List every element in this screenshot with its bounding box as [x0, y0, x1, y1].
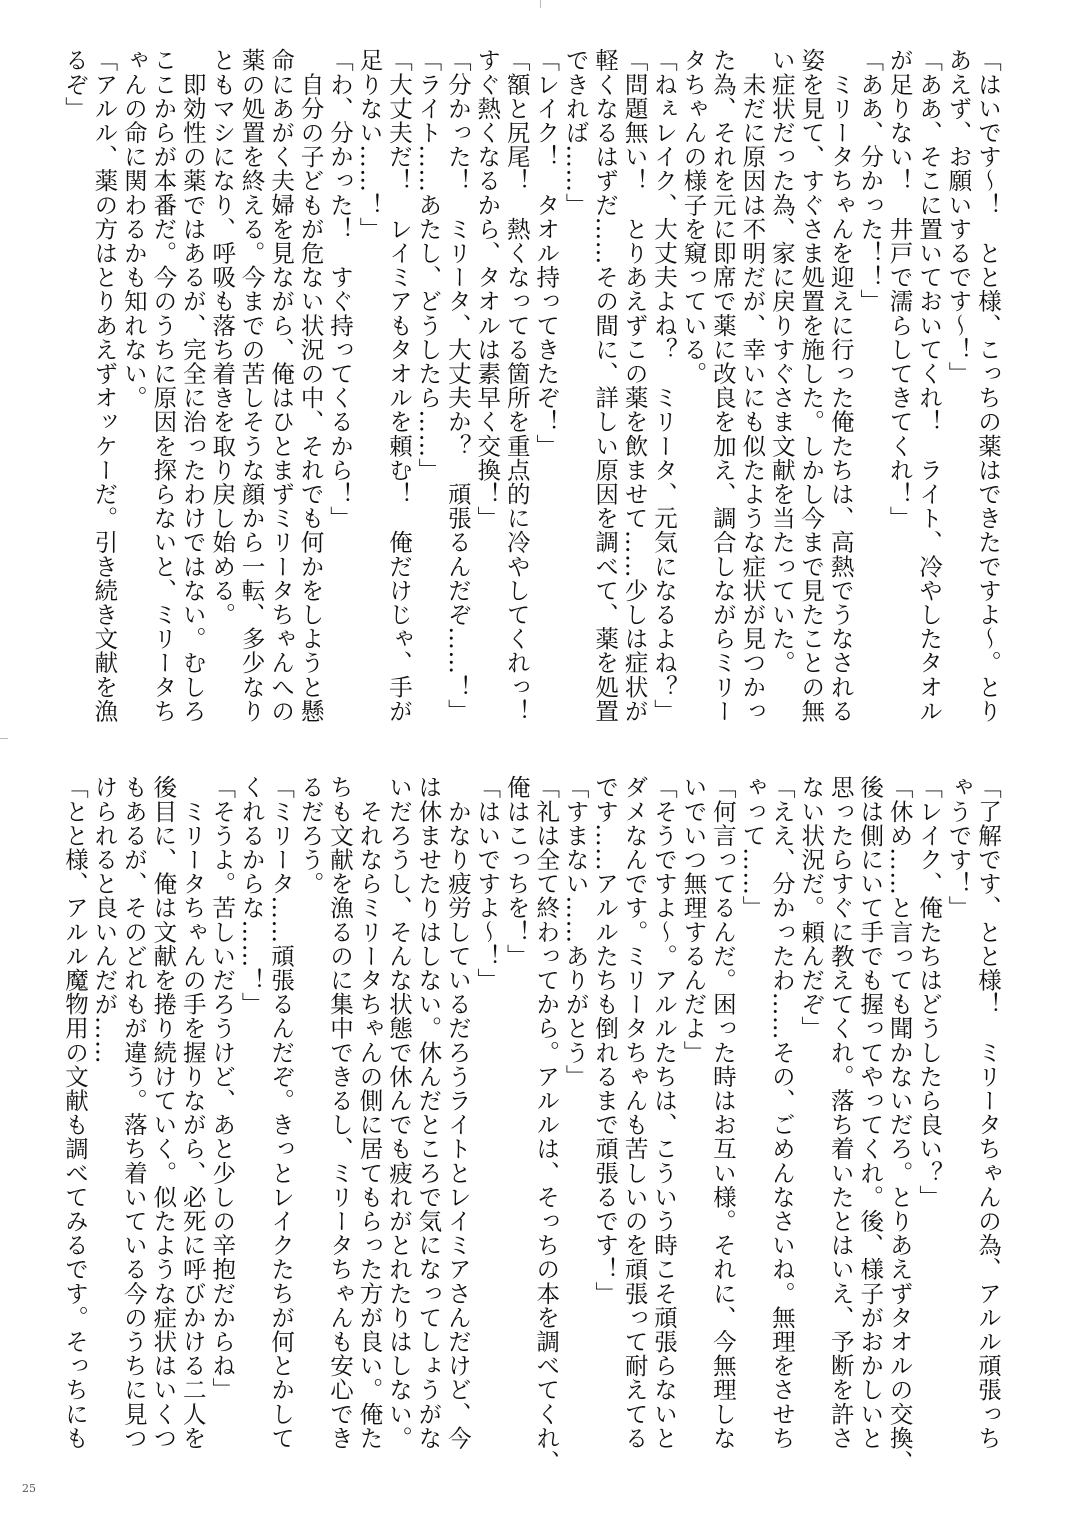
text-column: あえず、お願いするです～！」	[944, 48, 973, 386]
text-column: 姿を見て、すぐさま処置を施した。しかし今まで見たことの無	[797, 48, 826, 723]
text-column: 「レイク、俺たちはどうしたら良い？」	[915, 775, 944, 1209]
text-column: それならミリータちゃんの側に居てもらった方が良い。俺た	[355, 775, 384, 1450]
text-column: 「レイク！ タオル持ってきたぞ！」	[532, 48, 561, 458]
text-column: できれば……」	[561, 48, 590, 217]
text-column: 「ああ、分かった！！」	[856, 48, 885, 314]
page-number: 25	[22, 1482, 36, 1495]
text-block-bottom	[52, 775, 1002, 1475]
text-block-top	[52, 48, 1002, 748]
text-column: るだろう。	[296, 775, 325, 896]
text-column: ゃんの命に関わるかも知れない。	[119, 48, 148, 410]
text-column: ここからが本番だ。今のうちに原因を探らないと、ミリータち	[149, 48, 178, 723]
text-column: 自分の子どもが危ない状況の中、それでも何かをしようと懸	[296, 48, 325, 723]
text-column: 「ええ、分かったわ……その、ごめんなさいね。無理をさせち	[767, 775, 796, 1450]
text-column: 軽くなるはずだ……その間に、詳しい原因を調べて、薬を処置	[591, 48, 620, 723]
text-column: い症状だった為、家に戻りすぐさま文献を当たっていた。	[767, 48, 796, 675]
text-column: ゃうです！」	[944, 775, 973, 920]
text-column: です……アルルたちも倒れるまで頑張るです！」	[591, 775, 620, 1306]
text-column: 俺はこっちを！」	[502, 775, 531, 968]
text-column: 思ったらすぐに教えてくれ。落ち着いたとはいえ、予断を許さ	[826, 775, 855, 1450]
text-column: 後は側にいて手でも握ってやってくれ。後、様子がおかしいと	[856, 775, 885, 1450]
text-column: もあるが、そのどれもが違う。落ち着いている今のうちに見つ	[119, 775, 148, 1450]
text-column: 足りない……！」	[355, 48, 384, 241]
text-column: 「ああ、そこに置いておいてくれ！ ライト、冷やしたタオル	[915, 48, 944, 723]
text-column: 「ねぇレイク、大丈夫よね？ ミリータ、元気になるよね？」	[650, 48, 679, 723]
text-column: が足りない！ 井戸で濡らしてきてくれ！」	[885, 48, 914, 530]
text-column: かなり疲労しているだろうライトとレイミアさんだけど、今	[443, 775, 472, 1450]
text-column: けられると良いんだが……	[90, 775, 119, 1065]
text-column: 後目に、俺は文献を捲り続けていく。似たような症状はいくつ	[149, 775, 178, 1450]
text-column: いでいつ無理するんだよ」	[679, 775, 708, 1065]
text-column: 「とと様、アルル魔物用の文献も調べてみるです。そっちにも	[60, 775, 89, 1450]
text-column: 「はいですよ～！」	[473, 775, 502, 992]
text-column: ミリータちゃんを迎えに行った俺たちは、高熱でうなされる	[826, 48, 855, 723]
text-column: 即効性の薬ではあるが、完全に治ったわけではない。むしろ	[178, 48, 207, 723]
text-column: 「はいです～！ とと様、こっちの薬はできたですよ～。とり	[974, 48, 1002, 723]
text-column: 「額と尻尾！ 熱くなってる箇所を重点的に冷やしてくれっ！	[502, 48, 531, 723]
text-column: 「休め……と言っても聞かないだろ。とりあえずタオルの交換、	[885, 775, 914, 1474]
text-column: タちゃんの様子を窺っている。	[679, 48, 708, 386]
text-column: ちも文献を漁るのに集中できるし、ミリータちゃんも安心でき	[326, 775, 355, 1450]
text-column: ダメなんです。ミリータちゃんも苦しいのを頑張って耐えてる	[620, 775, 649, 1450]
text-column: 「大丈夫だ！ レイミアもタオルを頼む！ 俺だけじゃ、手が	[384, 48, 413, 723]
text-column: 「分かった！ ミリータ、大丈夫か？ 頑張るんだぞ……！」	[443, 48, 472, 723]
text-column: ミリータちゃんの手を握りながら、必死に呼びかける二人を	[178, 775, 207, 1450]
crop-mark-top	[540, 0, 541, 8]
text-column: 「そうですよ～。アルルたちは、こういう時こそ頑張らないと	[650, 775, 679, 1450]
text-column: いだろうし、そんな状態で休んでも疲れがとれたりはしない。	[384, 775, 413, 1450]
text-column: 「そうよ。苦しいだろうけど、あと少しの辛抱だからね」	[208, 775, 237, 1402]
text-column: 「問題無い！ とりあえずこの薬を飲ませて……少しは症状が	[620, 48, 649, 723]
text-column: くれるからな……！」	[237, 775, 266, 1016]
text-column: 「ライト……あたし、どうしたら……」	[414, 48, 443, 482]
crop-mark-left	[0, 738, 8, 739]
text-column: 命にあがく夫婦を見ながら、俺はひとまずミリータちゃんへの	[267, 48, 296, 723]
text-column: 「了解です、とと様！ ミリータちゃんの為、アルル頑張っち	[974, 775, 1002, 1450]
text-column: ない状況だ。頼んだぞ」	[797, 775, 826, 1041]
text-column: ともマシになり、呼吸も落ち着きを取り戻し始める。	[208, 48, 237, 627]
text-column: 未だに原因は不明だが、幸いにも似たような症状が見つかっ	[738, 48, 767, 723]
text-column: 「わ、分かった！ すぐ持ってくるから！」	[326, 48, 355, 530]
text-column: すぐ熱くなるから、タオルは素早く交換！」	[473, 48, 502, 530]
text-column: 「アルル、薬の方はとりあえずオッケーだ。引き続き文献を漁	[90, 48, 119, 723]
text-column: 薬の処置を終える。今までの苦しそうな顔から一転、多少なり	[237, 48, 266, 723]
text-column: 「ミリータ……頑張るんだぞ。きっとレイクたちが何とかして	[267, 775, 296, 1450]
text-column: た為、それを元に即席で薬に改良を加え、調合しながらミリー	[708, 48, 737, 723]
text-column: 「すまない……ありがとう」	[561, 775, 590, 1089]
text-column: は休ませたりはしない。休んだところで気になってしょうがな	[414, 775, 443, 1450]
text-column: 「何言ってるんだ。困った時はお互い様。それに、今無理しな	[708, 775, 737, 1450]
text-column: るぞ」	[60, 48, 89, 121]
text-column: ゃって……」	[738, 775, 767, 920]
text-column: 「礼は全て終わってから。アルルは、そっちの本を調べてくれ、	[532, 775, 561, 1474]
